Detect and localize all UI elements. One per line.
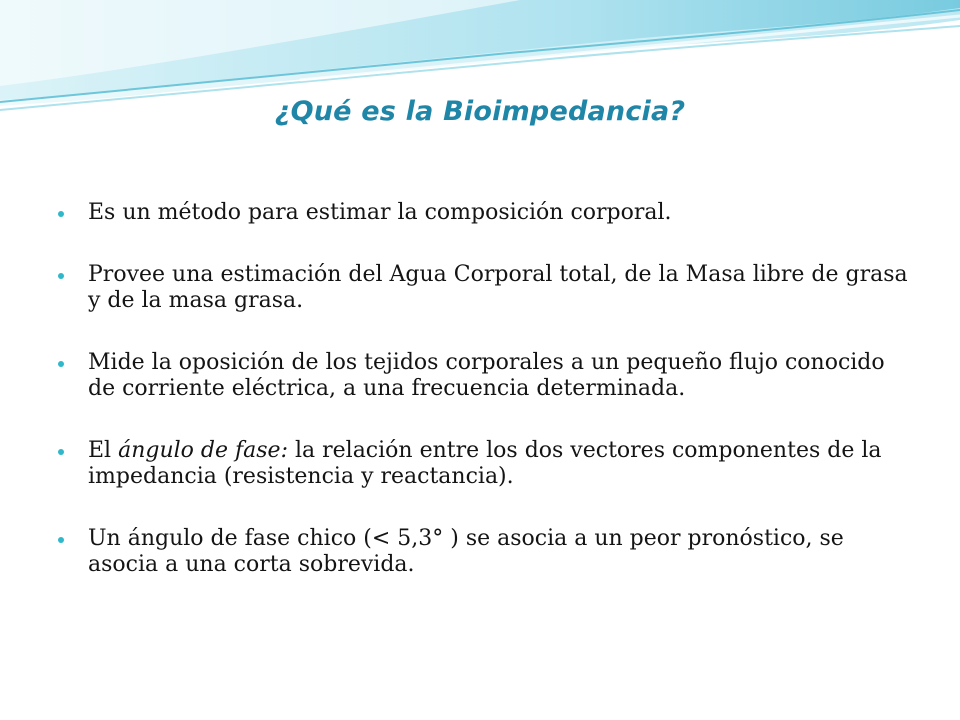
bullet-dot-icon (58, 537, 64, 543)
bullet-dot-icon (58, 273, 64, 279)
bullet-list (58, 200, 918, 578)
bullet-text: Provee una estimación del Agua Corporal total, de la Masa libre de grasa y de la masa grasa. (88, 262, 908, 313)
bullet-dot-icon (58, 361, 64, 367)
slide-title: ¿Qué es la Bioimpedancia? (274, 96, 686, 127)
bullet-item-estimation (58, 262, 918, 314)
bullet-item-phase-angle (58, 438, 918, 490)
bullet-text-after: la relación entre los dos vectores componentes de la impedancia (resistencia y reactancia). (88, 438, 882, 489)
bullet-item-opposition (58, 350, 918, 402)
bullet-text-italic: ángulo de fase: (118, 438, 288, 463)
bullet-item-method (58, 200, 918, 226)
bullet-text-before: El (88, 438, 119, 463)
bullet-text: Un ángulo de fase chico (< 5,3° ) se asocia a un peor pronóstico, se asocia a una corta sobrevida. (88, 526, 844, 577)
bullet-item-prognosis (58, 526, 918, 578)
bullet-dot-icon (58, 449, 64, 455)
bullet-text: Es un método para estimar la composición corporal. (88, 200, 672, 225)
bullet-text: Mide la oposición de los tejidos corporales a un pequeño flujo conocido de corriente eléctrica, a una frecuencia determinada. (88, 350, 885, 401)
bullet-dot-icon (58, 211, 64, 217)
